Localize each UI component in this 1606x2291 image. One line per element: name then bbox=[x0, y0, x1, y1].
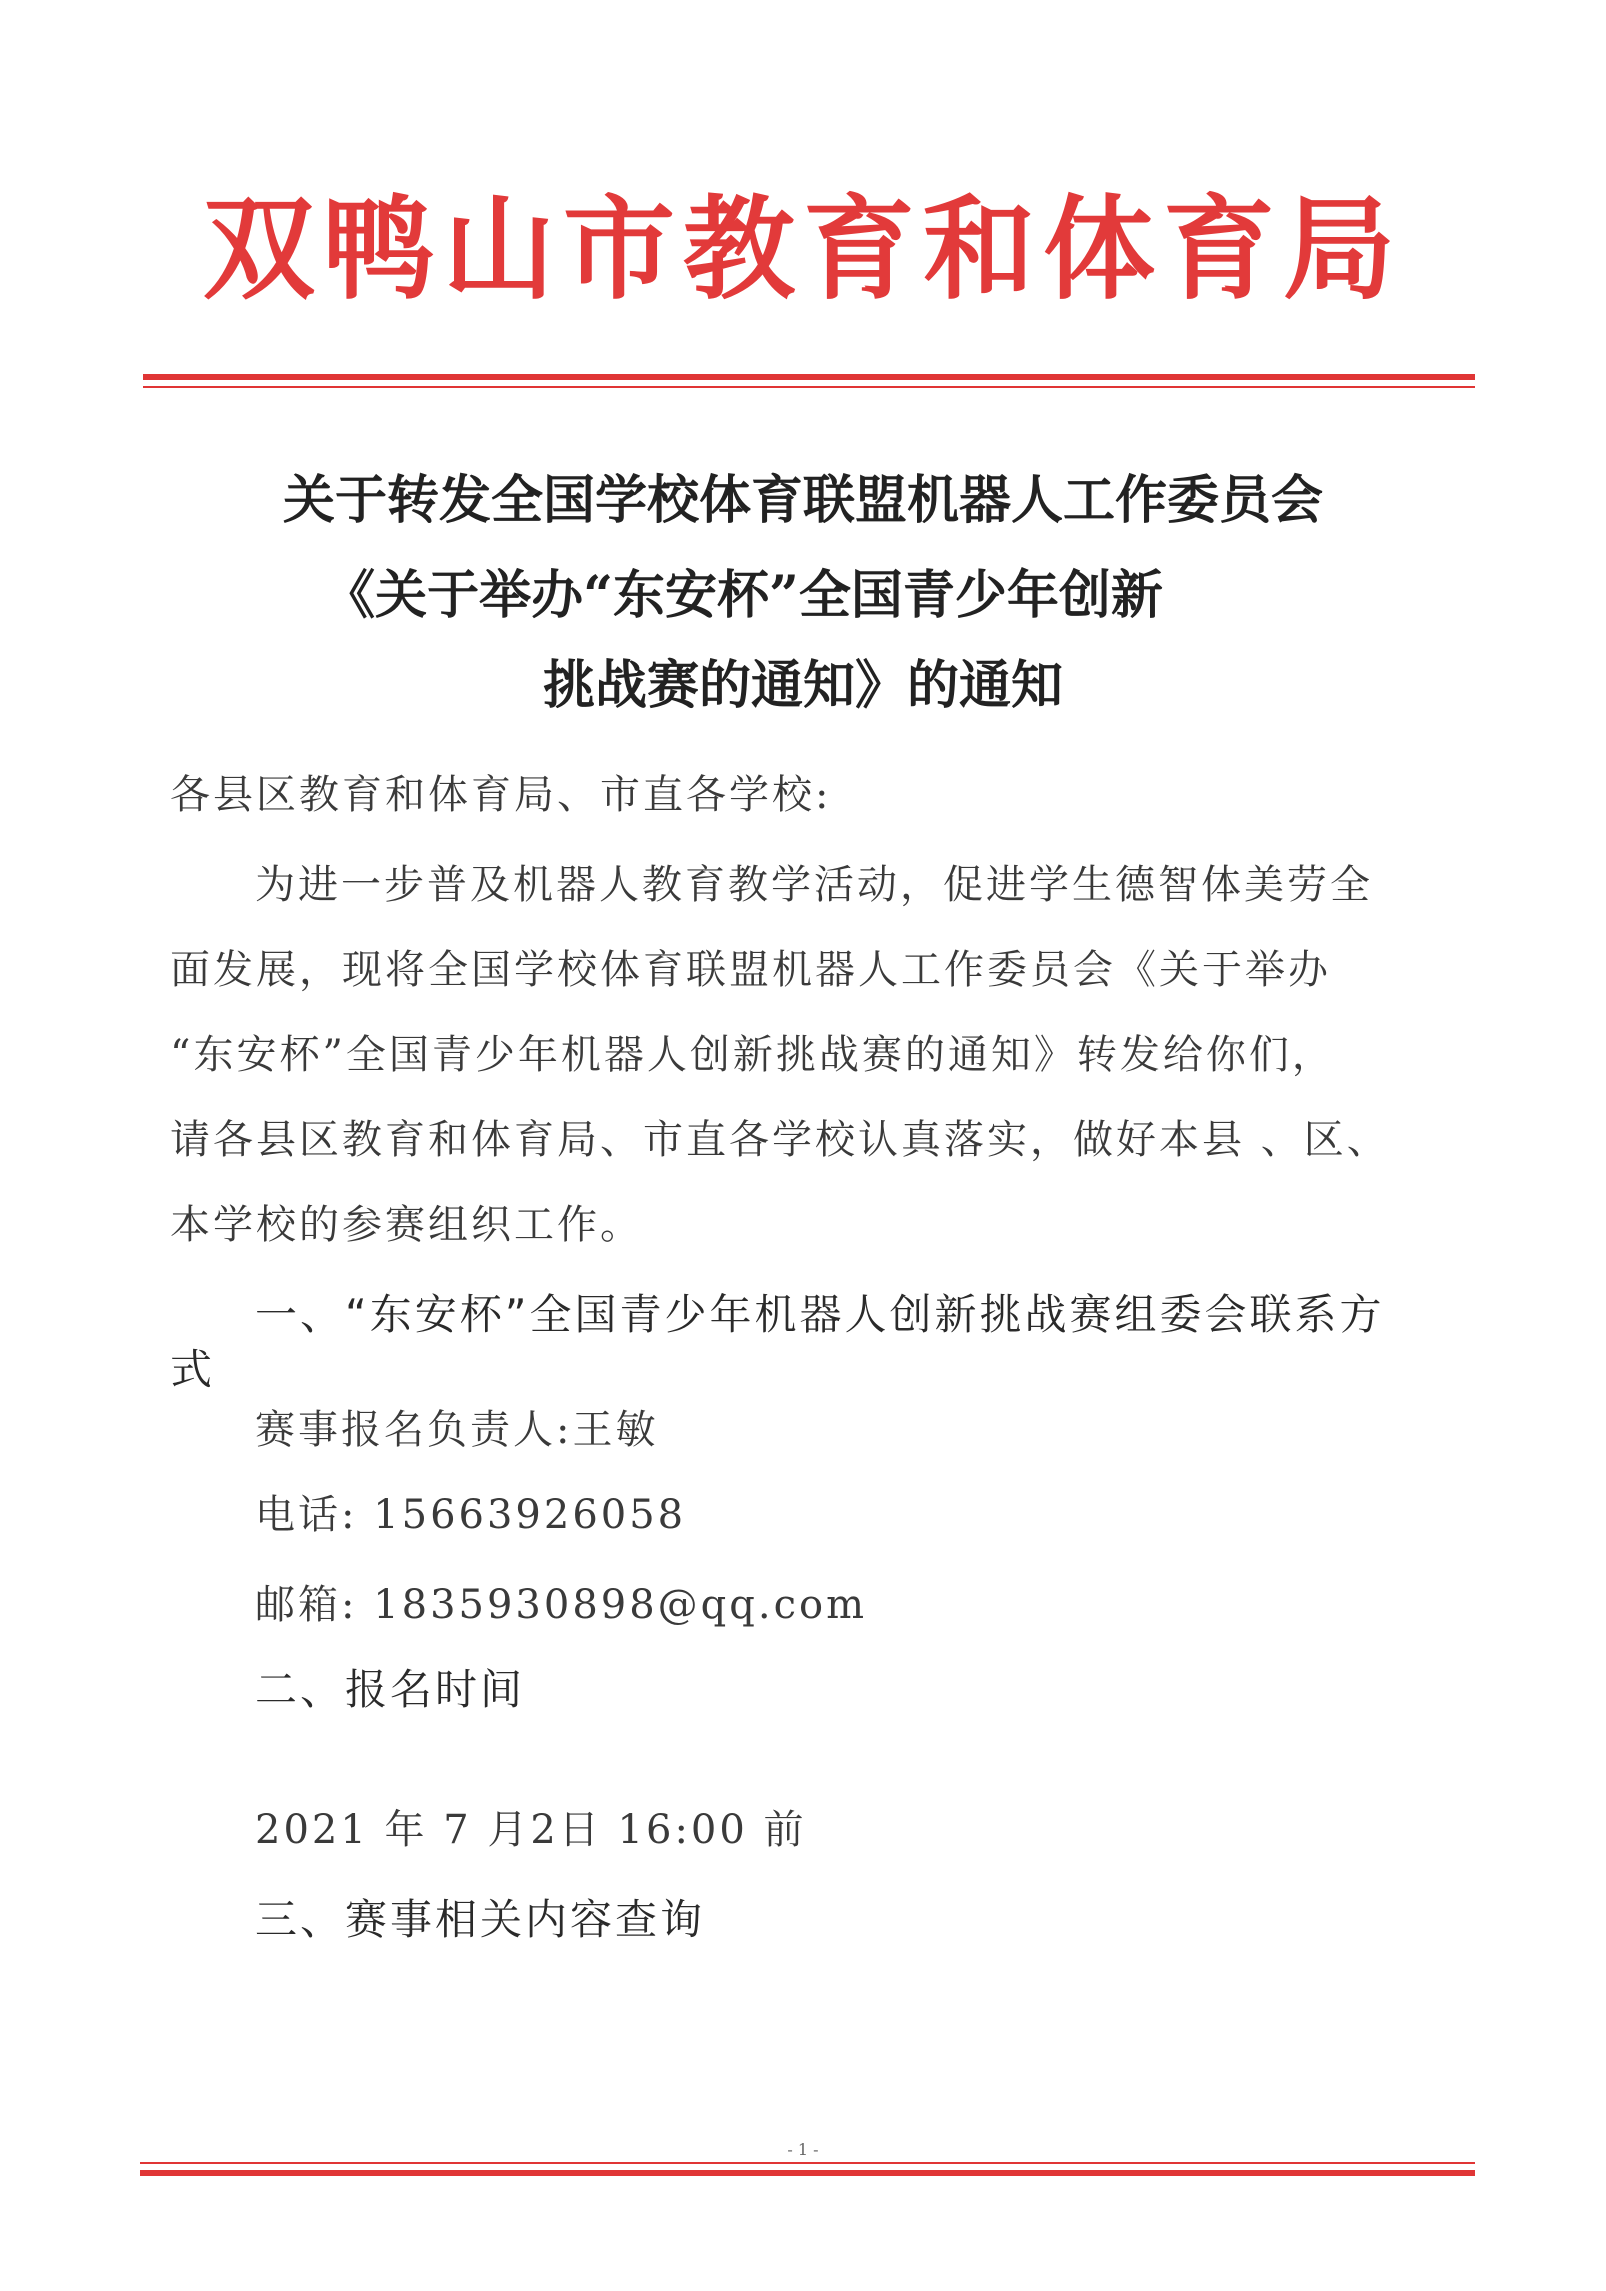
section-2-heading: 二、报名时间 bbox=[255, 1665, 526, 1714]
contact-person: 赛事报名负责人:王敏 bbox=[255, 1407, 659, 1453]
paragraph-line-4: 请各县区教育和体育局、市直各学校认真落实，做好本县 、区、 bbox=[170, 1117, 1390, 1163]
section-1-heading: 一、“东安杯”全国青少年机器人创新挑战赛组委会联系方 bbox=[255, 1290, 1385, 1339]
bottom-rule-thick bbox=[140, 2170, 1475, 2176]
salutation: 各县区教育和体育局、市直各学校: bbox=[170, 772, 832, 818]
bottom-rule-thin bbox=[140, 2162, 1475, 2164]
registration-deadline: 2021 年 7 月2日 16:00 前 bbox=[255, 1807, 807, 1853]
paragraph-line-5: 本学校的参赛组织工作。 bbox=[170, 1202, 643, 1248]
top-rule-thin bbox=[143, 386, 1475, 388]
section-1-heading-wrap: 式 bbox=[170, 1345, 216, 1394]
document-title-line-3: 挑战赛的通知》的通知 bbox=[542, 655, 1063, 716]
paragraph-line-2: 面发展，现将全国学校体育联盟机器人工作委员会《关于举办 bbox=[170, 947, 1331, 993]
contact-phone: 电话: 15663926058 bbox=[255, 1492, 687, 1538]
paragraph-line-1: 为进一步普及机器人教育教学活动，促进学生德智体美劳全 bbox=[255, 862, 1373, 908]
contact-email: 邮箱: 1835930898@qq.com bbox=[255, 1582, 868, 1628]
document-title-line-2: 《关于举办“东安杯”全国青少年创新 bbox=[323, 565, 1163, 626]
document-title-line-1: 关于转发全国学校体育联盟机器人工作委员会 bbox=[282, 470, 1323, 531]
masthead-title: 双鸭山市教育和体育局 bbox=[203, 184, 1403, 315]
top-rule-thick bbox=[143, 374, 1475, 380]
page-number: - 1 - bbox=[787, 2140, 819, 2159]
paragraph-line-3: “东安杯”全国青少年机器人创新挑战赛的通知》转发给你们， bbox=[170, 1032, 1335, 1078]
section-3-heading: 三、赛事相关内容查询 bbox=[255, 1895, 706, 1944]
